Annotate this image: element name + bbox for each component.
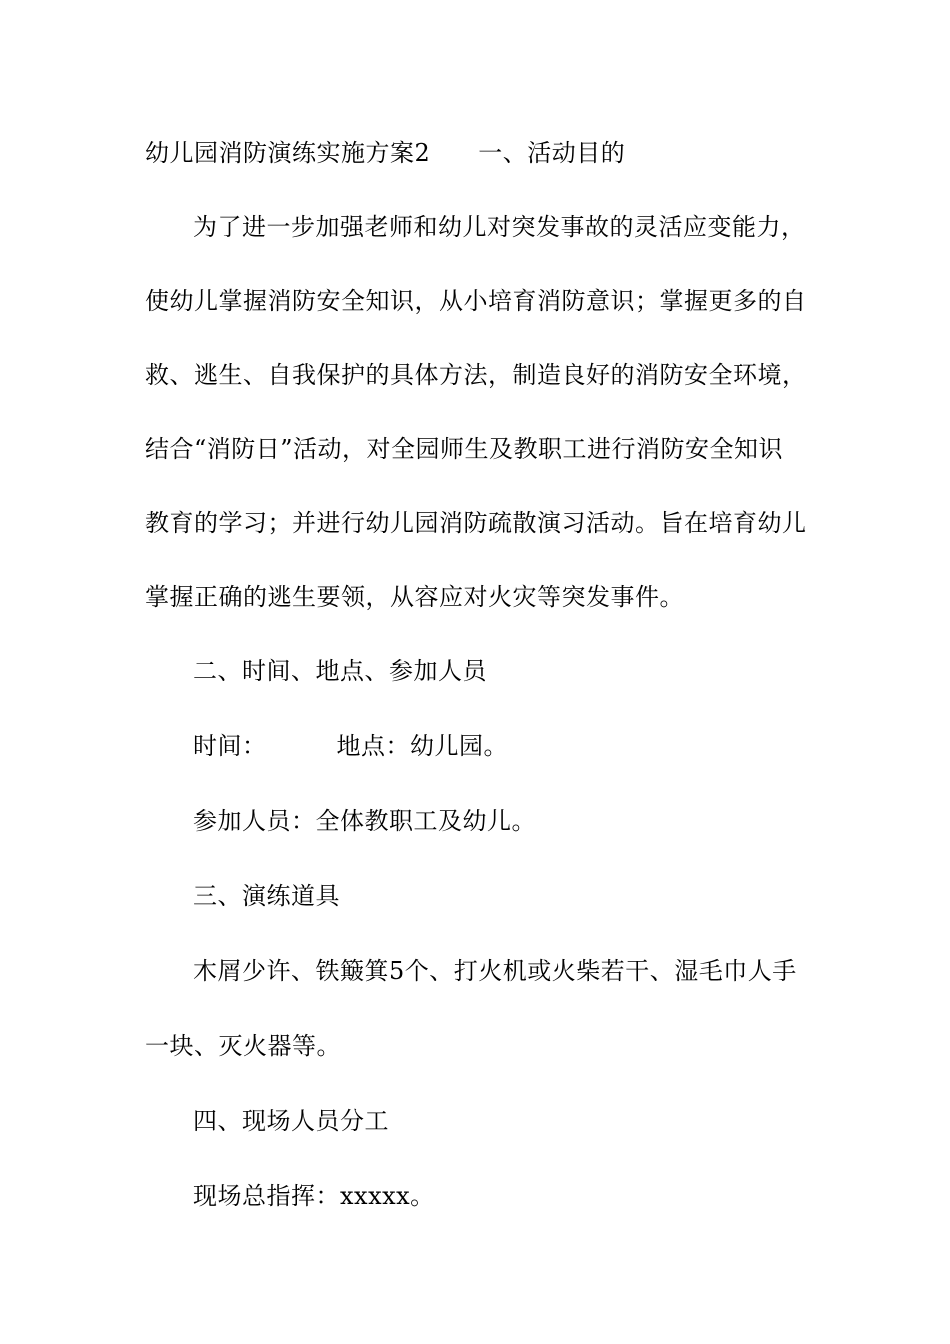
time-place-line — [193, 730, 508, 762]
document-title: 幼儿园消防演练实施方案2 — [145, 139, 431, 167]
paragraph-line: 结合“消防日”活动，对全园师生及教职工进行消防安全知识 — [145, 435, 784, 463]
props-line: 一块、灭火器等。 — [145, 1032, 341, 1060]
place-text: 地点：幼儿园。 — [336, 732, 508, 760]
participants-line: 参加人员：全体教职工及幼儿。 — [193, 807, 536, 835]
paragraph-line: 教育的学习；并进行幼儿园消防疏散演习活动。旨在培育幼儿 — [145, 509, 807, 537]
paragraph-line: 使幼儿掌握消防安全知识，从小培育消防意识；掌握更多的自 — [145, 287, 807, 315]
section2-heading: 二、时间、地点、参加人员 — [193, 657, 487, 685]
section4-heading: 四、现场人员分工 — [193, 1107, 389, 1135]
paragraph-line: 为了进一步加强老师和幼儿对突发事故的灵活应变能力， — [193, 213, 806, 241]
section1-heading: 一、活动目的 — [478, 139, 626, 167]
time-label: 时间： — [193, 732, 267, 760]
paragraph-line: 掌握正确的逃生要领，从容应对火灾等突发事件。 — [145, 583, 684, 611]
section3-heading: 三、演练道具 — [193, 882, 340, 910]
props-line: 木屑少许、铁簸箕5个、打火机或火柴若干、湿毛巾人手 — [193, 957, 797, 985]
title-line — [145, 137, 625, 169]
commander-line: 现场总指挥：xxxxx。 — [193, 1182, 435, 1210]
paragraph-line: 救、逃生、自我保护的具体方法，制造良好的消防安全环境， — [145, 361, 807, 389]
